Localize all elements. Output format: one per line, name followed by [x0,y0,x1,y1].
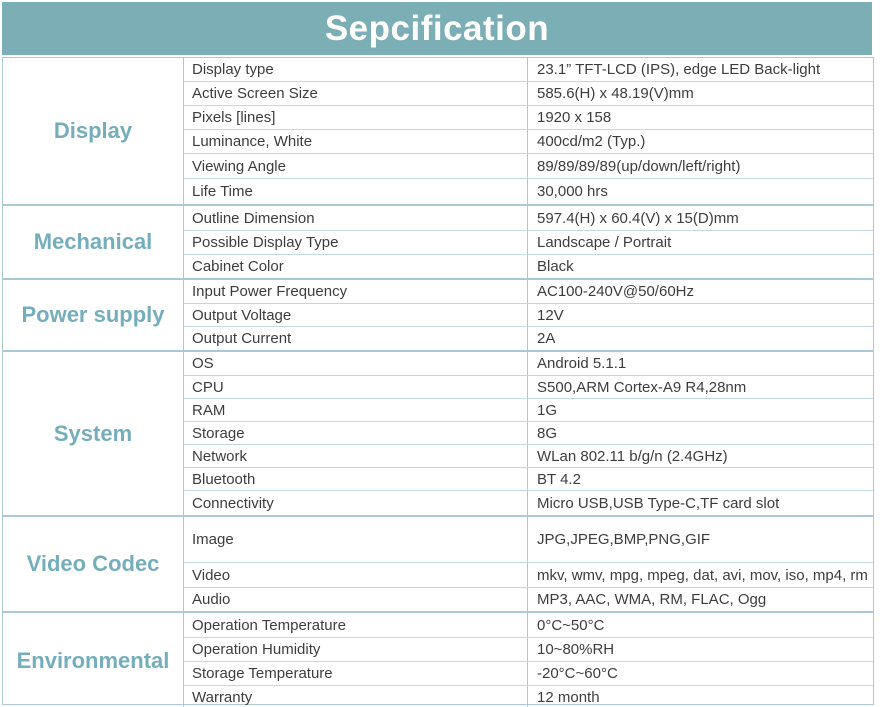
spec-value: 12V [537,306,564,324]
section-rows-environmental [184,613,873,707]
spec-value: S500,ARM Cortex-A9 R4,28nm [537,378,747,396]
spec-label: Audio [184,588,528,611]
spec-label: Video [184,563,528,587]
spec-value: 2A [537,330,556,347]
spec-label: Output Voltage [184,304,528,326]
spec-value: Micro USB,USB Type-C,TF card slot [537,494,780,512]
category-cell-display: Display [3,58,184,204]
spec-label: OS [184,352,528,375]
spec-value: BT 4.2 [537,470,581,488]
table-row [184,129,873,153]
spec-section-power-supply [3,278,873,350]
table-row [184,230,873,254]
spec-value: Landscape / Portrait [537,234,672,251]
spec-label: Connectivity [184,491,528,515]
spec-label: CPU [184,376,528,398]
table-row [184,326,873,350]
spec-section-display [3,58,873,204]
section-rows-display [184,58,873,204]
spec-label: Outline Dimension [184,206,528,230]
table-row [184,685,873,707]
spec-section-mechanical [3,204,873,278]
spec-label: Operation Temperature [184,613,528,637]
spec-label: Life Time [184,179,528,204]
spec-label: Pixels [lines] [184,106,528,129]
spec-section-environmental [3,611,873,707]
spec-section-video-codec [3,515,873,611]
spec-value: AC100-240V@50/60Hz [537,283,694,300]
spec-value: 89/89/89/89(up/down/left/right) [537,157,741,175]
table-row [184,587,873,611]
table-row [184,490,873,515]
spec-label: Cabinet Color [184,255,528,278]
spec-value: Android 5.1.1 [537,355,627,372]
spec-value: Black [537,258,574,275]
spec-value: 10~80%RH [537,641,615,658]
table-row [184,254,873,278]
table-row [184,661,873,685]
table-row [184,58,873,81]
table-row [184,352,873,375]
spec-value: mkv, wmv, mpg, mpeg, dat, avi, mov, iso, mp4, rm [537,566,868,584]
spec-label: Operation Humidity [184,638,528,661]
spec-value: 12 month [537,689,600,706]
section-rows-mechanical [184,206,873,278]
section-rows-power-supply [184,280,873,350]
spec-value: 1920 x 158 [537,109,612,126]
section-rows-video-codec [184,517,873,611]
table-row [184,421,873,444]
spec-value: 597.4(H) x 60.4(V) x 15(D)mm [537,209,739,227]
table-row [184,178,873,204]
category-cell-system: System [3,352,184,515]
table-row [184,467,873,490]
category-cell-mechanical: Mechanical [3,206,184,278]
table-row [184,375,873,398]
table-row [184,105,873,129]
table-row [184,303,873,326]
category-cell-power-supply: Power supply [3,280,184,350]
table-row [184,280,873,303]
spec-value: 8G [537,424,558,442]
category-cell-environmental: Environmental [3,613,184,707]
table-row [184,613,873,637]
spec-label: RAM [184,399,528,421]
spec-label: Bluetooth [184,468,528,490]
spec-label: Active Screen Size [184,82,528,105]
table-row [184,637,873,661]
spec-value: 585.6(H) x 48.19(V)mm [537,85,694,102]
table-row [184,398,873,421]
table-row [184,153,873,178]
spec-value: -20°C~60°C [537,665,618,682]
spec-label: Viewing Angle [184,154,528,178]
spec-label: Image [184,517,528,562]
table-row [184,206,873,230]
spec-label: Warranty [184,686,528,707]
spec-value: 1G [537,401,558,419]
spec-value: 0°C~50°C [537,616,605,634]
section-rows-system [184,352,873,515]
spec-value: MP3, AAC, WMA, RM, FLAC, Ogg [537,591,767,608]
spec-label: Storage Temperature [184,662,528,685]
spec-value: WLan 802.11 b/g/n (2.4GHz) [537,447,728,465]
spec-value: 23.1” TFT-LCD (IPS), edge LED Back-light [537,61,821,78]
page-header [2,2,872,55]
spec-label: Network [184,445,528,467]
spec-label: Possible Display Type [184,231,528,254]
spec-value: 30,000 hrs [537,183,608,200]
spec-label: Input Power Frequency [184,280,528,303]
spec-label: Output Current [184,327,528,350]
spec-table [2,57,874,705]
table-row [184,562,873,587]
page-title: Sepcification [324,8,550,48]
spec-value: JPG,JPEG,BMP,PNG,GIF [537,531,711,548]
category-cell-video-codec: Video Codec [3,517,184,611]
spec-label: Luminance, White [184,130,528,153]
table-row [184,517,873,562]
table-row [184,81,873,105]
spec-section-system [3,350,873,515]
spec-label: Storage [184,422,528,444]
spec-value: 400cd/m2 (Typ.) [537,133,646,150]
spec-label: Display type [184,58,528,81]
table-row [184,444,873,467]
